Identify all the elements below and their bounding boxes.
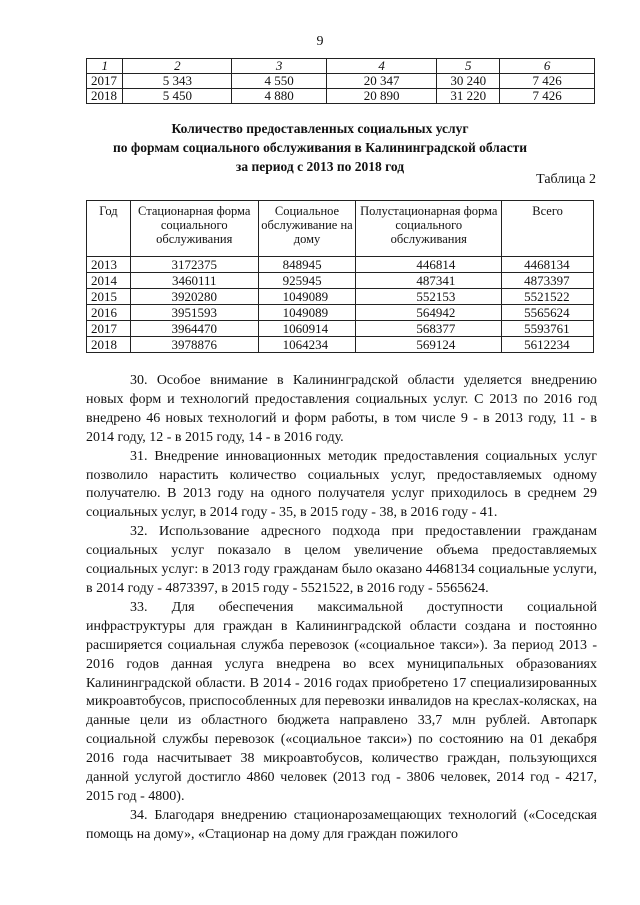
- title-line: за период с 2013 по 2018 год: [235, 159, 405, 174]
- table-cell: 31 220: [437, 89, 500, 104]
- table-cell: 5612234: [502, 337, 594, 353]
- table-cell: 20 347: [326, 74, 436, 89]
- column-number: 6: [500, 59, 595, 74]
- table-cell: 3978876: [130, 337, 258, 353]
- table-cell: 1049089: [258, 289, 356, 305]
- continued-data-table: [86, 58, 595, 104]
- table-cell: 5565624: [502, 305, 594, 321]
- column-number: 2: [123, 59, 232, 74]
- table-cell: 7 426: [500, 74, 595, 89]
- table-row: [87, 74, 595, 89]
- table-cell: 3964470: [130, 321, 258, 337]
- table-cell: 20 890: [326, 89, 436, 104]
- paragraph-30: 30. Особое внимание в Калининградской области уделяется внедрению новых форм и технологий предоставления социальных услуг. С 2013 по 2016 год внедрено 46 новых технологий и форм работы, в том числе 9 - в 2013 году, 11 - в 2014 году, 12 - в 2015 году, 14 - в 2016 году.: [86, 373, 597, 445]
- title-line: по формам социального обслуживания в Калининградской области: [113, 140, 527, 155]
- table-cell: 3920280: [130, 289, 258, 305]
- year-cell: 2017: [87, 74, 123, 89]
- table-cell: 564942: [356, 305, 502, 321]
- table-cell: 3172375: [130, 257, 258, 273]
- title-line: Количество предоставленных социальных услуг: [171, 121, 469, 136]
- table-cell: 848945: [258, 257, 356, 273]
- table-cell: 4468134: [502, 257, 594, 273]
- table-cell: 5593761: [502, 321, 594, 337]
- table-cell: 7 426: [500, 89, 595, 104]
- table-cell: 568377: [356, 321, 502, 337]
- table-cell: 1064234: [258, 337, 356, 353]
- table-cell: 1049089: [258, 305, 356, 321]
- table-cell: 552153: [356, 289, 502, 305]
- table-caption: Таблица 2: [536, 172, 596, 187]
- page-number: 9: [316, 34, 324, 49]
- column-header-stationary: Стационарная форма социального обслуживания: [130, 201, 258, 257]
- table-title: [0, 119, 640, 176]
- year-cell: 2014: [87, 273, 131, 289]
- year-cell: 2018: [87, 337, 131, 353]
- table-cell: 5521522: [502, 289, 594, 305]
- table-row: [87, 321, 594, 337]
- year-cell: 2017: [87, 321, 131, 337]
- column-header-total: Всего: [502, 201, 594, 257]
- year-cell: 2018: [87, 89, 123, 104]
- table-cell: 4 550: [232, 74, 327, 89]
- table-cell: 5 450: [123, 89, 232, 104]
- column-header-year: Год: [87, 201, 131, 257]
- social-services-table: [86, 200, 594, 353]
- paragraph-32: 32. Использование адресного подхода при предоставлении гражданам социальных услуг показало в целом увеличение объема предоставляемых социальных услуг: в 2013 году гражданам было оказано 4468134 социальные услуги, в 2014 году - 4873397, в 2015 году - 5521522, в 2016 году - 5565624.: [86, 524, 597, 596]
- table-cell: 925945: [258, 273, 356, 289]
- table-cell: 4 880: [232, 89, 327, 104]
- table-cell: 3460111: [130, 273, 258, 289]
- table-cell: 1060914: [258, 321, 356, 337]
- table-row: [87, 273, 594, 289]
- table-cell: 5 343: [123, 74, 232, 89]
- paragraph-33: 33. Для обеспечения максимальной доступности социальной инфраструктуры для граждан в Калининградской области создана и постоянно расширяется социальная служба перевозок («социальное такси»). За период 2013 - 2016 годов данная услуга внедрена во всех муниципальных образованиях Калининградской области. В 2014 - 2016 годах приобретено 17 специализированных микроавтобусов, приспособленных для перевозки инвалидов на креслах-колясках, на данные цели из областного бюджета направлено 33,7 млн рублей. Автопарк социальной службы перевозок («социальное такси») по состоянию на 01 декабря 2016 года насчитывает 38 микроавтобусов, количество граждан, пользующихся данной услугой достигло 4860 человек (2013 год - 3806 человек, 2014 год - 4217, 2015 год - 4800).: [86, 599, 597, 804]
- table-cell: 30 240: [437, 74, 500, 89]
- column-header-semi-stationary: Полустационарная форма социального обслуживания: [356, 201, 502, 257]
- column-number: 5: [437, 59, 500, 74]
- year-cell: 2013: [87, 257, 131, 273]
- table-cell: 446814: [356, 257, 502, 273]
- table-row: [87, 305, 594, 321]
- year-cell: 2015: [87, 289, 131, 305]
- table-cell: 4873397: [502, 273, 594, 289]
- table-row: [87, 337, 594, 353]
- table-cell: 3951593: [130, 305, 258, 321]
- table-cell: 487341: [356, 273, 502, 289]
- paragraph-34: 34. Благодаря внедрению стационарозамещающих технологий («Соседская помощь на дому», «Стационар на дому для граждан пожилого: [86, 807, 597, 842]
- column-number: 3: [232, 59, 327, 74]
- column-header-home-service: Социальное обслуживание на дому: [258, 201, 356, 257]
- table-header-row: [87, 59, 595, 74]
- column-number: 4: [326, 59, 436, 74]
- table-row: [87, 89, 595, 104]
- table-cell: 569124: [356, 337, 502, 353]
- body-text: [86, 372, 597, 845]
- column-number: 1: [87, 59, 123, 74]
- table-row: [87, 289, 594, 305]
- table-header-row: [87, 201, 594, 257]
- year-cell: 2016: [87, 305, 131, 321]
- paragraph-31: 31. Внедрение инновационных методик предоставления социальных услуг позволило нарастить количество социальных услуг, предоставляемых одному получателю. В 2013 году на одного получателя услуг приходилось в среднем 29 социальных услуг, в 2014 году - 35, в 2015 году - 38, в 2016 году - 41.: [86, 448, 597, 521]
- table-row: [87, 257, 594, 273]
